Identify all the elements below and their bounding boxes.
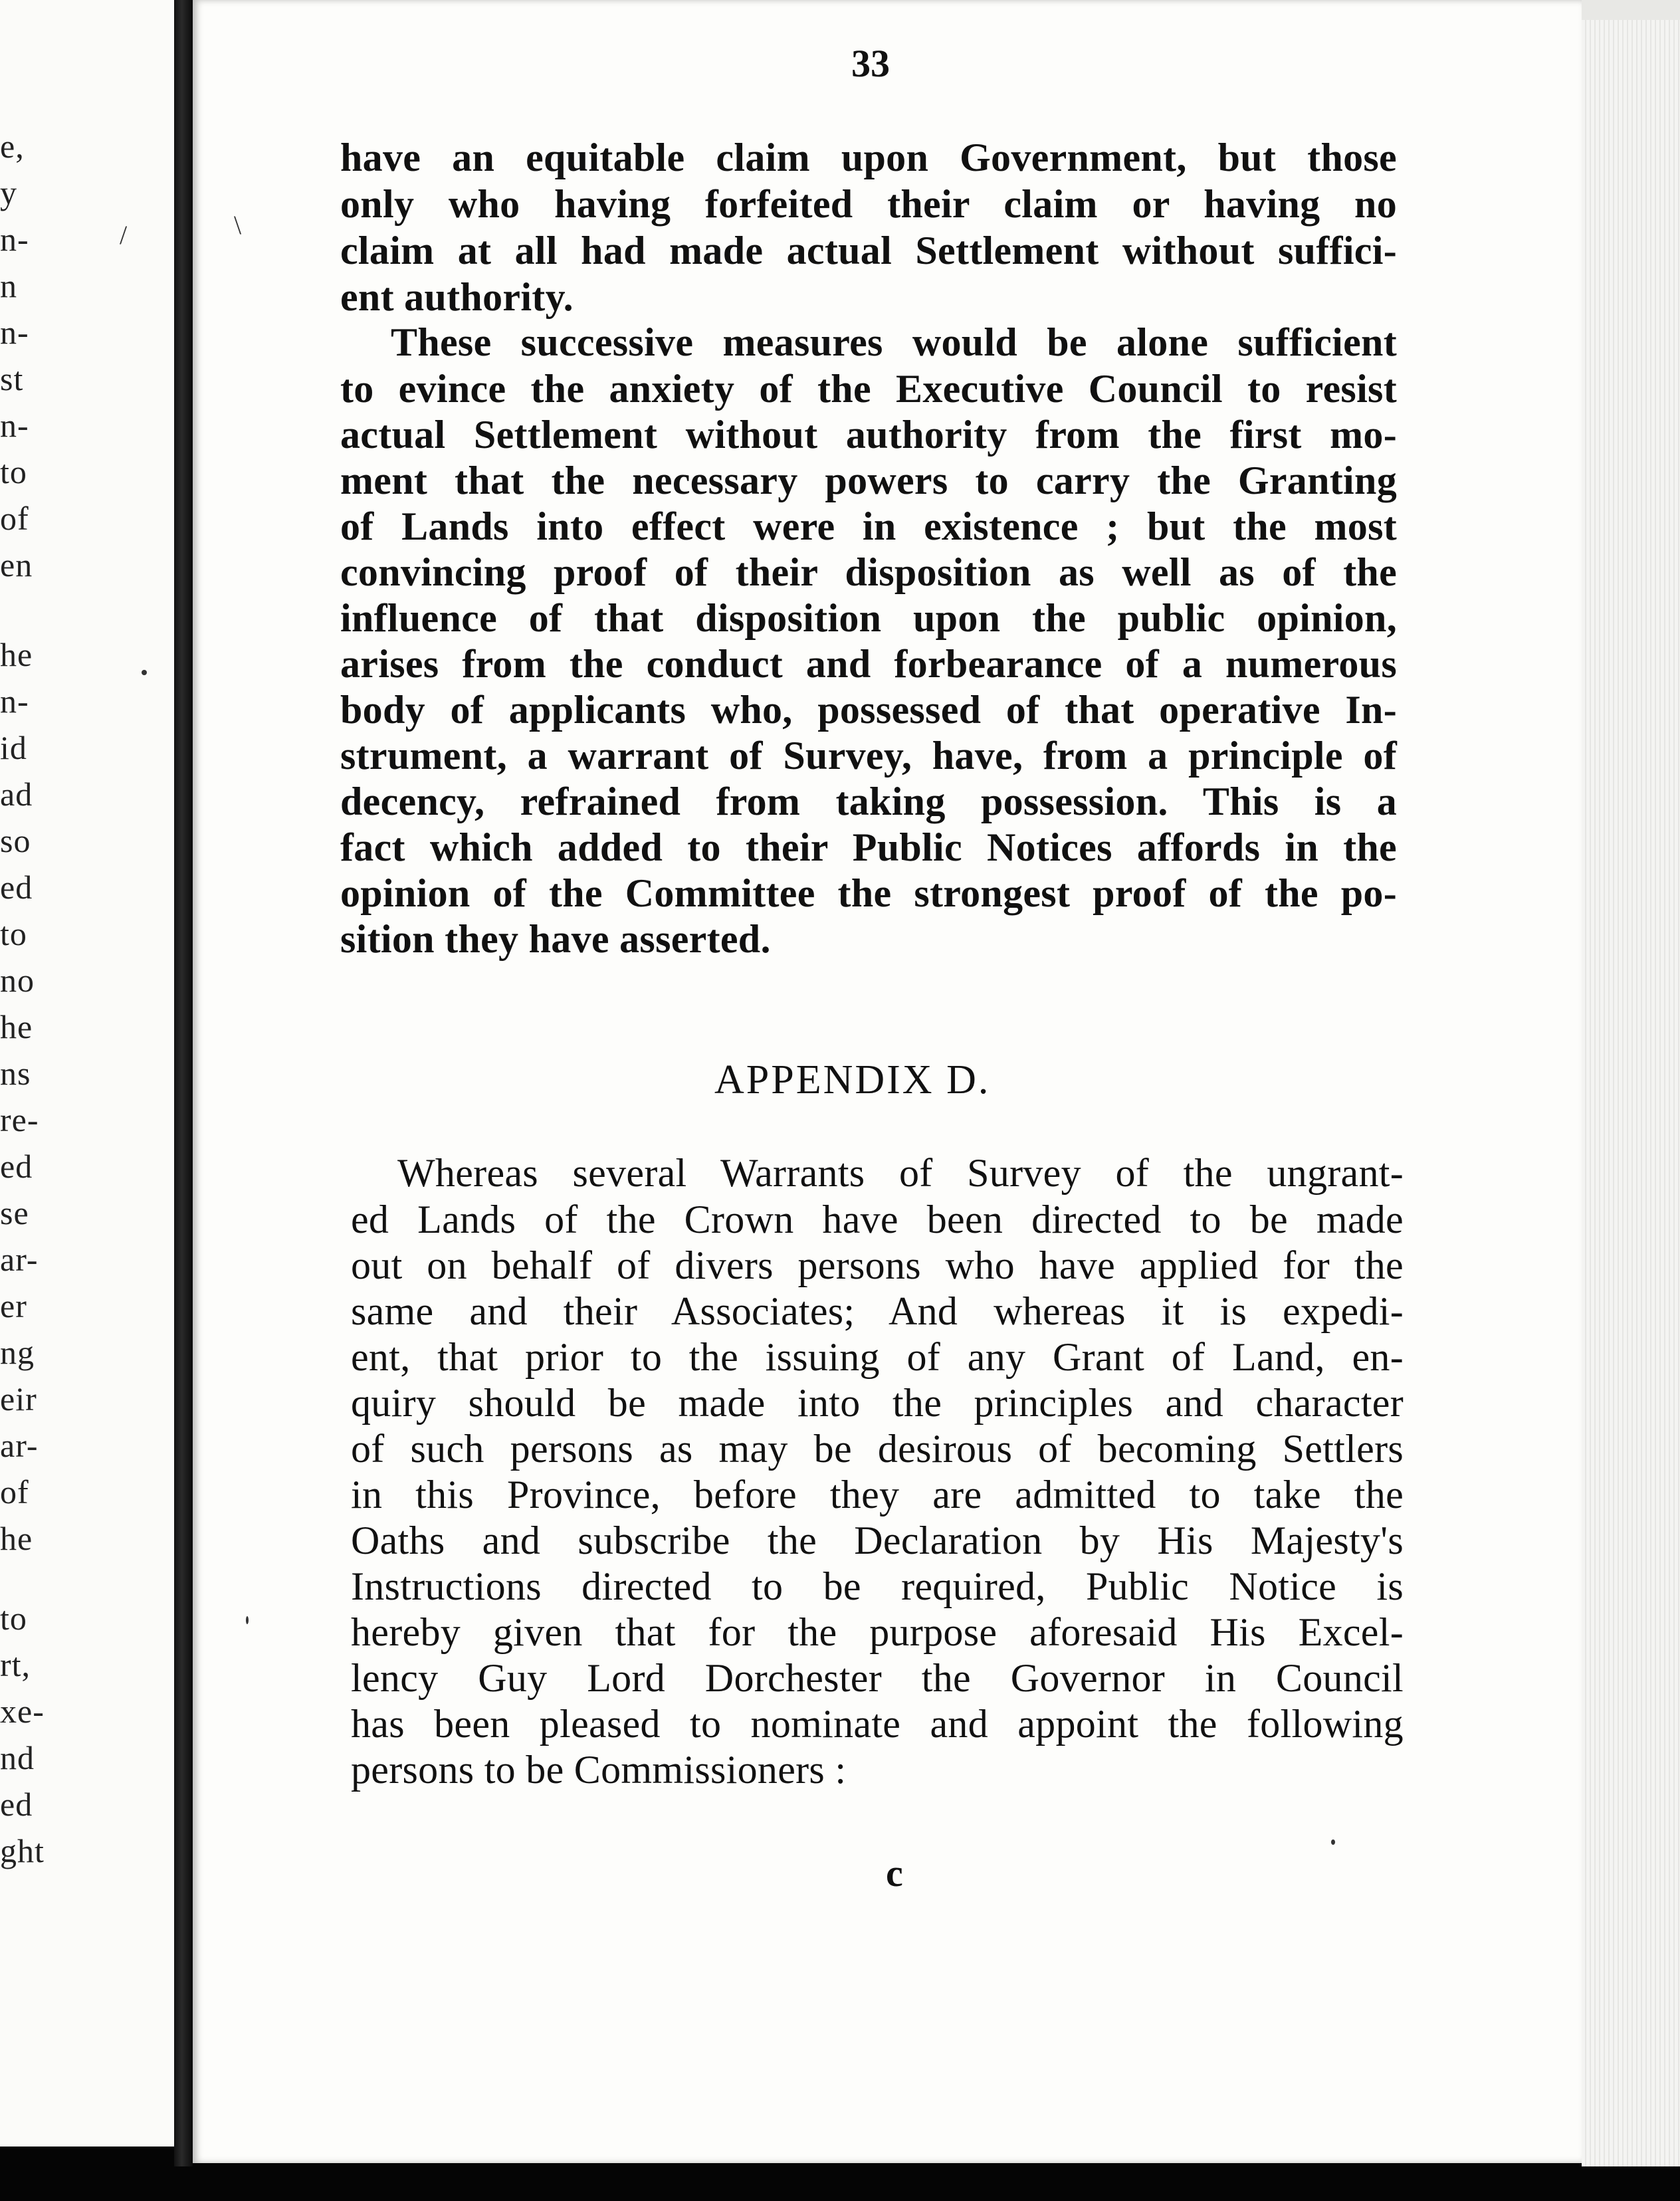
text-line: of Lands into effect were in existence ; but the most bbox=[340, 504, 1397, 548]
stray-mark: \ bbox=[234, 210, 242, 240]
prev-fragment: ed bbox=[0, 1786, 33, 1823]
text-line: arises from the conduct and forbearance of a numerous bbox=[340, 642, 1397, 686]
prev-fragment: ns bbox=[0, 1055, 31, 1092]
page-edges-top bbox=[1582, 0, 1680, 20]
text-line: decency, refrained from taking possession. This is a bbox=[340, 780, 1397, 823]
stray-mark: / bbox=[120, 220, 128, 250]
prev-fragment: n bbox=[0, 267, 17, 304]
text-line: to evince the anxiety of the Executive Council to resist bbox=[340, 367, 1397, 411]
prev-fragment: he bbox=[0, 636, 33, 673]
text-line: quiry should be made into the principles and character bbox=[351, 1381, 1404, 1425]
prev-fragment: e, bbox=[0, 128, 25, 165]
prev-fragment: ed bbox=[0, 869, 33, 906]
text-line: out on behalf of divers persons who have applied for the bbox=[351, 1243, 1404, 1287]
text-line: fact which added to their Public Notices affords in the bbox=[340, 825, 1397, 869]
text-line: only who having forfeited their claim or having no bbox=[340, 182, 1397, 226]
text-line: Oaths and subscribe the Declaration by His Majesty's bbox=[351, 1519, 1404, 1562]
text-line: strument, a warrant of Survey, have, from a principle of bbox=[340, 734, 1397, 778]
text-line: These successive measures would be alone sufficient bbox=[391, 320, 1397, 364]
prev-fragment: he bbox=[0, 1520, 33, 1557]
prev-fragment: of bbox=[0, 500, 29, 537]
text-line: hereby given that for the purpose aforesaid His Excel- bbox=[351, 1610, 1404, 1654]
text-line: Whereas several Warrants of Survey of the ungrant- bbox=[397, 1151, 1404, 1195]
prev-fragment: id bbox=[0, 729, 27, 766]
prev-fragment: n- bbox=[0, 221, 29, 258]
ink-speck bbox=[246, 1616, 249, 1624]
prev-fragment: er bbox=[0, 1287, 27, 1324]
previous-page-sliver bbox=[0, 0, 174, 2147]
prev-fragment: ng bbox=[0, 1334, 35, 1371]
text-line: actual Settlement without authority from the first mo- bbox=[340, 413, 1397, 457]
prev-fragment: no bbox=[0, 962, 35, 999]
prev-fragment: ar- bbox=[0, 1427, 39, 1464]
text-line: ent authority. bbox=[340, 275, 574, 319]
prev-fragment: n- bbox=[0, 314, 29, 351]
text-line: of such persons as may be desirous of becoming Settlers bbox=[351, 1427, 1404, 1471]
prev-fragment: to bbox=[0, 1600, 27, 1637]
prev-fragment: xe- bbox=[0, 1693, 45, 1730]
text-line: have an equitable claim upon Government, but those bbox=[340, 136, 1397, 179]
text-line: same and their Associates; And whereas it is expedi- bbox=[351, 1289, 1404, 1333]
prev-fragment: se bbox=[0, 1194, 29, 1231]
text-line: in this Province, before they are admitted to take the bbox=[351, 1473, 1404, 1517]
prev-fragment: re- bbox=[0, 1101, 39, 1138]
prev-fragment: eir bbox=[0, 1380, 37, 1417]
text-line: claim at all had made actual Settlement without suffici- bbox=[340, 229, 1397, 272]
prev-fragment: he bbox=[0, 1008, 33, 1045]
prev-fragment: n- bbox=[0, 407, 29, 444]
page-edges bbox=[1582, 0, 1680, 2166]
signature-mark: c bbox=[886, 1851, 903, 1895]
text-line: lency Guy Lord Dorchester the Governor in Council bbox=[351, 1656, 1404, 1700]
prev-fragment: rt, bbox=[0, 1646, 31, 1683]
text-line: ent, that prior to the issuing of any Grant of Land, en- bbox=[351, 1335, 1404, 1379]
prev-fragment: nd bbox=[0, 1739, 35, 1776]
book-gutter bbox=[174, 0, 193, 2166]
text-line: opinion of the Committee the strongest proof of the po- bbox=[340, 871, 1397, 915]
ink-speck bbox=[142, 670, 147, 675]
text-line: convincing proof of their disposition as well as of the bbox=[340, 550, 1397, 594]
appendix-heading: APPENDIX D. bbox=[714, 1057, 991, 1102]
prev-fragment: to bbox=[0, 453, 27, 490]
page-number: 33 bbox=[851, 42, 890, 85]
text-line: persons to be Commissioners : bbox=[351, 1748, 847, 1792]
prev-fragment: so bbox=[0, 822, 31, 859]
prev-fragment: ar- bbox=[0, 1241, 39, 1278]
prev-fragment: to bbox=[0, 915, 27, 952]
prev-fragment: ed bbox=[0, 1148, 33, 1185]
text-line: Instructions directed to be required, Public Notice is bbox=[351, 1564, 1404, 1608]
text-line: has been pleased to nominate and appoint the following bbox=[351, 1702, 1404, 1746]
prev-fragment: y bbox=[0, 174, 17, 211]
prev-fragment: ght bbox=[0, 1832, 45, 1869]
ink-speck bbox=[1331, 1839, 1335, 1845]
text-line: influence of that disposition upon the public opinion, bbox=[340, 596, 1397, 640]
text-line: ment that the necessary powers to carry the Granting bbox=[340, 459, 1397, 502]
prev-fragment: of bbox=[0, 1473, 29, 1511]
text-line: sition they have asserted. bbox=[340, 917, 771, 961]
prev-fragment: en bbox=[0, 546, 33, 583]
text-line: body of applicants who, possessed of that operative In- bbox=[340, 688, 1397, 732]
prev-fragment: ad bbox=[0, 776, 33, 813]
text-line: ed Lands of the Crown have been directed to be made bbox=[351, 1198, 1404, 1241]
prev-fragment: n- bbox=[0, 682, 29, 720]
prev-fragment: st bbox=[0, 360, 24, 397]
